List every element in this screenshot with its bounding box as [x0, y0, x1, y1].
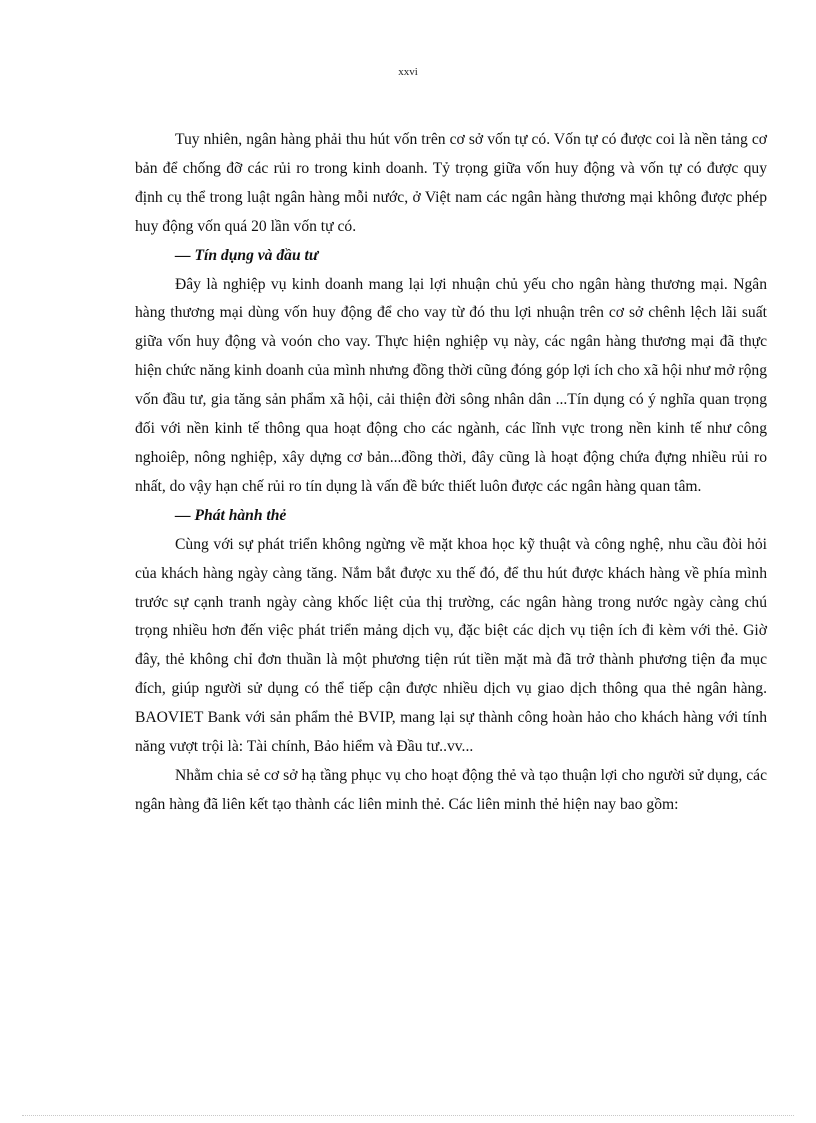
section-heading-credit-investment: — Tín dụng và đầu tư [175, 246, 319, 264]
paragraph-card-alliances: Nhằm chia sẻ cơ sở hạ tầng phục vụ cho hoạt động thẻ và tạo thuận lợi cho người sử dụng, các ngân hàng đã liên kết tạo thành các liên minh thẻ. Các liên minh thẻ hiện nay bao gồm: [135, 766, 767, 813]
paragraph-credit-investment: Đây là nghiệp vụ kinh doanh mang lại lợi nhuận chủ yếu cho ngân hàng thương mại. Ngân hàng thương mại dùng vốn huy động để cho vay từ đó thu lợi nhuận trên cơ sở chênh lệch lãi suất giữa vốn huy động và voón cho vay. Thực hiện nghiệp vụ này, các ngân hàng thương mại đã thực hiện chức năng kinh doanh của mình nhưng đồng thời cũng đóng góp lợi ích cho xã hội như mở rộng vốn đầu tư, gia tăng sản phẩm xã hội, cải thiện đời sông nhân dân ...Tín dụng có ý nghĩa quan trọng đối với nền kinh tế thông qua hoạt động cho các ngành, các lĩnh vực trong nền kinh tế như công nghoiêp, nông nghiệp, xây dựng cơ bản...đồng thời, đây cũng là hoạt động chứa đựng nhiều rủi ro nhất, do vậy hạn chế rủi ro tín dụng là vấn đề bức thiết luôn được các ngân hàng quan tâm. [135, 275, 767, 495]
paragraph-card-issuance: Cùng với sự phát triển không ngừng về mặt khoa học kỹ thuật và công nghệ, nhu cầu đòi hỏi của khách hàng ngày càng tăng. Nắm bắt được xu thế đó, để thu hút được khách hàng về phía mình trước sự cạnh tranh ngày càng khốc liệt của thị trường, các ngân hàng trong nước ngày càng chú trọng nhiều hơn đến việc phát triển mảng dịch vụ, đặc biệt các dịch vụ tiện ích đi kèm với thẻ. Giờ đây, thẻ không chỉ đơn thuần là một phương tiện rút tiền mặt mà đã trở thành phương tiện đa mục đích, giúp người sử dụng có thể tiếp cận được nhiều dịch vụ giao dịch thông qua thẻ ngân hàng. BAOVIET Bank với sản phẩm thẻ BVIP, mang lại sự thành công hoàn hảo cho khách hàng với tính năng vượt trội là: Tài chính, Bảo hiểm và Đầu tư..vv... [135, 535, 767, 756]
section-heading-card-issuance: — Phát hành thẻ [175, 506, 287, 524]
paragraph-equity-capital: Tuy nhiên, ngân hàng phải thu hút vốn trên cơ sở vốn tự có. Vốn tự có được coi là nền tảng cơ bản để chống đỡ các rủi ro trong kinh doanh. Tỷ trọng giữa vốn huy động và vốn tự có được quy định cụ thể trong luật ngân hàng mỗi nước, ở Việt nam các ngân hàng thương mại không được phép huy động vốn quá 20 lần vốn tự có. [135, 131, 767, 235]
page-bottom-divider [22, 1115, 794, 1116]
page-number: xxvi [398, 66, 418, 78]
document-body [135, 126, 767, 820]
